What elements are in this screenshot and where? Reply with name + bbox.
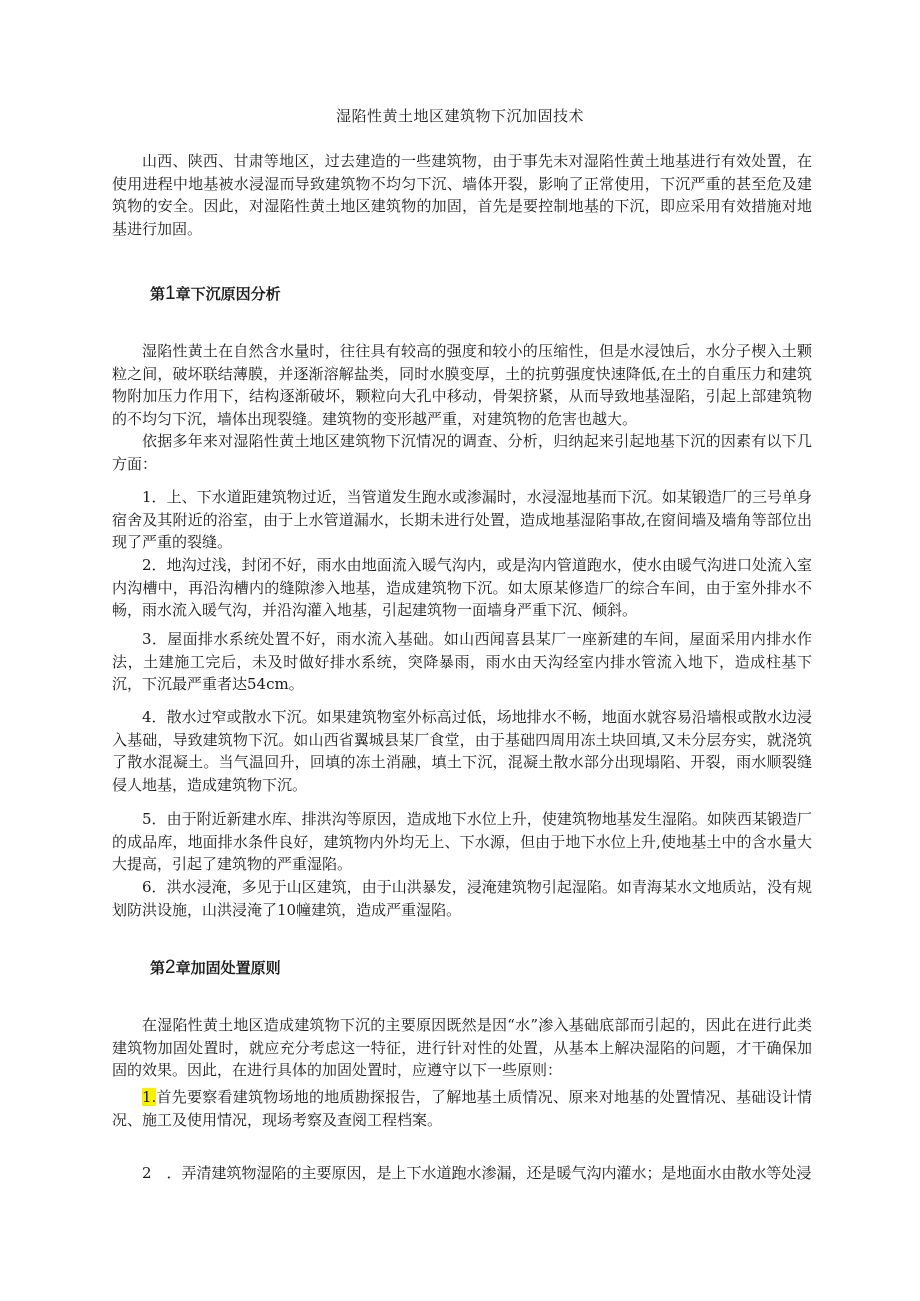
principle-item-1-text: 首先要察看建筑物场地的地质勘探报告，了解地基土质情况、原来对地基的处置情况、基础设计情况、施工及使用情况，现场考察及查阅工程档案。	[112, 1088, 812, 1129]
chapter-1-heading	[150, 282, 281, 306]
highlighted-item-marker: 1.	[142, 1088, 157, 1106]
chapter-1-number: 1	[165, 283, 176, 304]
chapter-1-prefix: 第	[150, 285, 166, 303]
cause-item-4: 4．散水过窄或散水下沉。如果建筑物室外标高过低，场地排水不畅，地面水就容易沿墙根或散水边浸入基础，导致建筑物下沉。如山西省翼城县某厂食堂，由于基础四周用冻土块回填,又未分层夯实，就浇筑了散水混凝土。当气温回升，回填的冻土消融，填土下沉，混凝土散水部分出现塌陷、开裂，雨水顺裂缝侵人地基，造成建筑物下沉。	[112, 708, 812, 794]
principle-item-1	[112, 1086, 812, 1131]
intro-paragraph: 山西、陕西、甘肃等地区，过去建造的一些建筑物，由于事先未对湿陷性黄土地基进行有效处置，在使用进程中地基被水浸湿而导致建筑物不均匀下沉、墙体开裂，影响了正常使用，下沉严重的甚至危及建筑物的安全。因此，对湿陷性黄土地区建筑物的加固，首先是要控制地基的下沉，即应采用有效措施对地基进行加固。	[112, 152, 812, 238]
principle-item-2: 2 ．弄清建筑物湿陷的主要原因，是上下水道跑水渗漏，还是暖气沟内灌水；是地面水由散水等处浸	[142, 1164, 812, 1182]
cause-item-6: 6．洪水浸淹，多见于山区建筑，由于山洪暴发，浸淹建筑物引起湿陷。如青海某水文地质站，没有规划防洪设施，山洪浸淹了10幢建筑，造成严重湿陷。	[112, 878, 812, 919]
cause-item-2: 2．地沟过浅，封闭不好，雨水由地面流入暖气沟内，或是沟内管道跑水，使水由暖气沟进口处流入室内沟槽中，再沿沟槽内的缝隙渗入地基，造成建筑物下沉。如太原某修造厂的综合车间，由于室外排水不畅，雨水流入暖气沟，并沿沟灌入地基，引起建筑物一面墙身严重下沉、倾斜。	[112, 556, 812, 619]
cause-item-3: 3．屋面排水系统处置不好，雨水流入基础。如山西闻喜县某厂一座新建的车间，屋面采用内排水作法，土建施工完后，未及时做好排水系统，突降暴雨，雨水由天沟经室内排水管流入地下，造成柱基下沉，下沉最严重者达54cm。	[112, 630, 812, 693]
chapter-2-title: 章加固处置原则	[175, 959, 281, 977]
cause-item-1: 1．上、下水道距建筑物过近，当管道发生跑水或渗漏时，水浸湿地基而下沉。如某锻造厂的三号单身宿舍及其附近的浴室，由于上水管道漏水，长期未进行处置，造成地基湿陷事故,在窗间墙及墙角等部位出现了严重的裂缝。	[112, 488, 812, 551]
chapter-2-number: 2	[165, 957, 176, 978]
cause-item-5: 5．由于附近新建水库、排洪沟等原因，造成地下水位上升，使建筑物地基发生湿陷。如陕西某锻造厂的成品库，地面排水条件良好，建筑物内外均无上、下水源，但由于地下水位上升,使地基土中的含水量大大提高，引起了建筑物的严重湿陷。	[112, 810, 812, 873]
chapter-2-paragraph-1: 在湿陷性黄土地区造成建筑物下沉的主要原因既然是因“水”渗入基础底部而引起的，因此在进行此类建筑物加固处置时，就应充分考虑这一特征，进行针对性的处置，从基本上解决湿陷的问题，才干确保加固的效果。因此，在进行具体的加固处置时，应遵守以下一些原则：	[112, 1016, 812, 1079]
chapter-2-prefix: 第	[150, 959, 166, 977]
document-title: 湿陷性黄土地区建筑物下沉加固技术	[335, 107, 584, 125]
chapter-1-title: 章下沉原因分析	[175, 285, 281, 303]
chapter-1-paragraph-1: 湿陷性黄土在自然含水量时，往往具有较高的强度和较小的压缩性，但是水浸蚀后，水分子楔入土颗粒之间，破坏联结薄膜，并逐渐溶解盐类，同时水膜变厚，土的抗剪强度快速降低,在土的自重压力和建筑物附加压力作用下，结构逐渐破坏，颗粒向大孔中移动，骨架挤紧，从而导致地基湿陷，引起上部建筑物的不均匀下沉，墙体出现裂缝。建筑物的变形越严重，对建筑物的危害也越大。	[112, 342, 812, 428]
chapter-2-heading	[150, 956, 281, 980]
chapter-1-paragraph-2: 依据多年来对湿陷性黄土地区建筑物下沉情况的调查、分析，归纳起来引起地基下沉的因素有以下几方面：	[112, 432, 812, 473]
